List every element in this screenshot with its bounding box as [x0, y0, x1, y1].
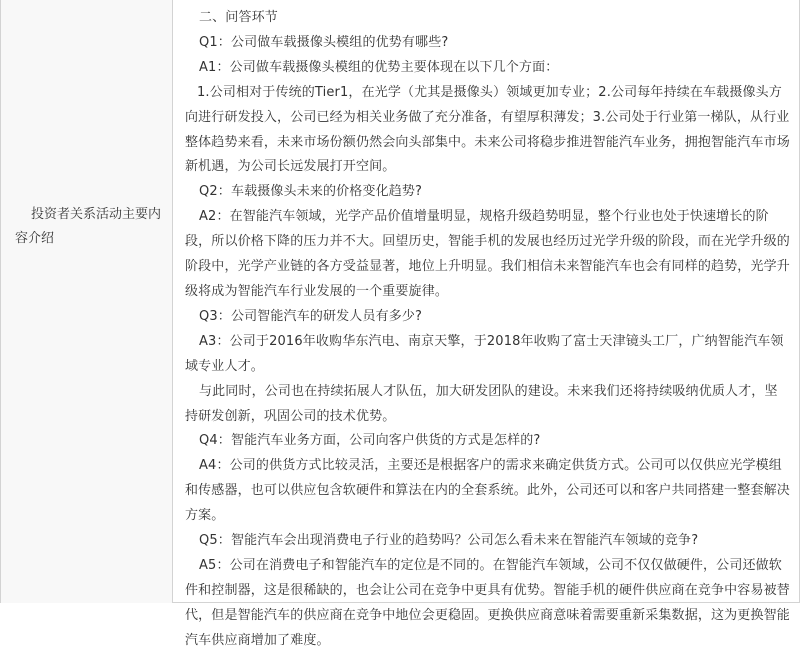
row-label: 投资者关系活动主要内容介绍 [15, 207, 162, 246]
answer-2: A2：在智能汽车领域，光学产品价值增量明显，规格升级趋势明显，整个行业也处于快速增长的阶段，所以价格下降的压力并不大。回望历史，智能手机的发展也经历过光学升级的阶段，而在光学升级的阶段中，光学产业链的各方受益显著，地位上升明显。我们相信未来智能汽车也会有同样的趋势，光学升级将成为智能汽车行业发展的一个重要旋律。 [185, 209, 790, 299]
left-cell [1, 0, 173, 603]
qa-content [185, 6, 790, 654]
question-1: Q1：公司做车载摄像头模组的优势有哪些? [199, 34, 449, 50]
answer-4: A4：公司的供货方式比较灵活，主要还是根据客户的需求来确定供货方式。公司可以仅供应光学模组和传感器，也可以供应包含软硬件和算法在内的全套系统。此外，公司还可以和客户共同搭建一整套解决方案。 [185, 458, 790, 524]
question-5: Q5：智能汽车会出现消费电子行业的趋势吗？公司怎么看未来在智能汽车领域的竞争? [199, 533, 699, 549]
answer-5: A5：公司在消费电子和智能汽车的定位是不同的。在智能汽车领域，公司不仅仅做硬件，公司还做软件和控制器，这是很稀缺的，也会让公司在竞争中更具有优势。智能手机的硬件供应商在竞争中容易被替代，但是智能汽车的供应商在竞争中地位会更稳固。更换供应商意味着需要重新采集数据，这为更换智能汽车供应商增加了难度。 [185, 557, 790, 648]
right-cell [173, 0, 801, 648]
question-2: Q2：车载摄像头未来的价格变化趋势? [199, 184, 423, 200]
question-3: Q3：公司智能汽车的研发人员有多少? [199, 308, 423, 324]
answer-3-continued: 与此同时，公司也在持续拓展人才队伍，加大研发团队的建设。未来我们还将持续吸纳优质人才，坚持研发创新，巩固公司的技术优势。 [185, 383, 778, 424]
answer-3: A3：公司于2016年收购华东汽电、南京天擎，于2018年收购了富士天津镜头工厂，广纳智能汽车领域专业人才。 [185, 333, 784, 374]
answer-1-intro: A1：公司做车载摄像头模组的优势主要体现在以下几个方面： [199, 59, 559, 75]
question-4: Q4：智能汽车业务方面，公司向客户供货的方式是怎样的? [199, 433, 541, 449]
answer-1-body: 1.公司相对于传统的Tier1，在光学（尤其是摄像头）领域更加专业；2.公司每年持续在车载摄像头方向进行研发投入，公司已经为相关业务做了充分准备，有望厚积薄发；3.公司处于行业第一梯队，从行业整体趋势来看，未来市场份额仍然会向头部集中。未来公司将稳步推进智能汽车业务，拥抱智能汽车市场新机遇，为公司长远发展打开空间。 [185, 84, 790, 175]
section-title: 二、问答环节 [199, 10, 278, 25]
